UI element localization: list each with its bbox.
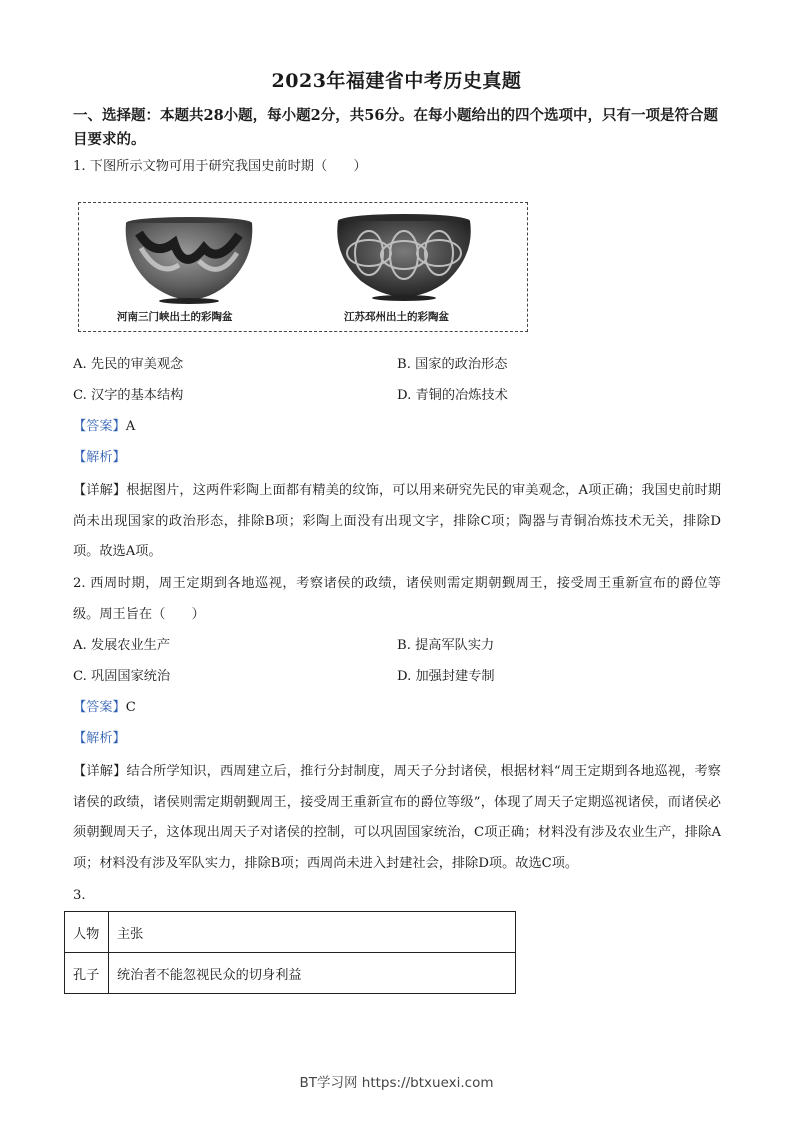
footer-watermark: BT学习网 https://btxuexi.com (299, 1075, 494, 1091)
caption-right: 江苏邳州出土的彩陶盆 (344, 311, 449, 323)
table-header-cell: 主张 (109, 912, 516, 953)
answer-value: C (125, 700, 136, 715)
table-row (65, 953, 516, 994)
q2-analysis-tag: 【解析】 (73, 731, 126, 746)
q2-option-d: D. 加强封建专制 (397, 669, 495, 684)
detail-text: 根据图片，这两件彩陶上面都有精美的纹饰，可以用来研究先民的审美观念，A项正确；我国史前时期尚未出现国家的政治形态，排除B项；彩陶上面没有出现文字，排除C项；陶器与青铜冶炼技术无关，排除D项。故选A项。 (73, 483, 722, 559)
q1-option-d: D. 青铜的冶炼技术 (397, 388, 508, 403)
table-header-row (65, 912, 516, 953)
right-painted-pottery-basin (337, 214, 471, 301)
detail-text: 结合所学知识，西周建立后，推行分封制度，周天子分封诸侯，根据材料“周王定期到各地巡视，考察诸侯的政绩，诸侯则需定期朝觐周王，接受周王重新宣布的爵位等级”，体现了周天子定期巡视诸侯，而诸侯必须朝觐周天子，这体现出周天子对诸侯的控制，可以巩固国家统治，C项正确；材料没有涉及农业生产，排除A项；材料没有涉及军队实力，排除B项；西周尚未进入封建社会，排除D项。故选C项。 (73, 764, 721, 871)
caption-left: 河南三门峡出土的彩陶盆 (117, 311, 233, 323)
page-title: 2023年福建省中考历史真题 (271, 70, 522, 92)
answer-tag: 【答案】 (73, 700, 126, 715)
q2-option-b: B. 提高军队实力 (397, 638, 495, 653)
table-cell: 统治者不能忽视民众的切身利益 (109, 953, 516, 994)
question-1-stem: 1. 下图所示文物可用于研究我国史前时期（ ） (73, 159, 367, 174)
q1-analysis-tag: 【解析】 (73, 450, 126, 465)
answer-value: A (125, 419, 136, 434)
question-2-stem: 2. 西周时期，周王定期到各地巡视，考察诸侯的政绩，诸侯则需定期朝觐周王，接受周王重新宣布的爵位等级。周王旨在（ ） (73, 576, 721, 622)
q3-table (64, 911, 516, 994)
question-3-number: 3. (73, 888, 86, 903)
q1-answer (73, 417, 135, 437)
table-cell: 孔子 (65, 953, 109, 994)
answer-tag: 【答案】 (73, 419, 126, 434)
left-painted-pottery-basin (126, 217, 253, 304)
artifact-figure (78, 202, 528, 332)
section-heading: 一、选择题：本题共28小题，每小题2分，共56分。在每小题给出的四个选项中，只有一项是符合题目要求的。 (73, 107, 718, 148)
q2-option-a: A. 发展农业生产 (73, 638, 171, 653)
q2-option-c: C. 巩固国家统治 (73, 669, 171, 684)
q1-option-c: C. 汉字的基本结构 (73, 388, 184, 403)
table-header-cell: 人物 (65, 912, 109, 953)
q2-detail (73, 757, 721, 879)
q2-answer (73, 698, 136, 718)
q1-option-b: B. 国家的政治形态 (397, 357, 508, 372)
q1-option-a: A. 先民的审美观念 (73, 357, 184, 372)
detail-tag: 【详解】 (73, 483, 127, 498)
q1-detail (73, 476, 721, 568)
detail-tag: 【详解】 (73, 764, 127, 779)
